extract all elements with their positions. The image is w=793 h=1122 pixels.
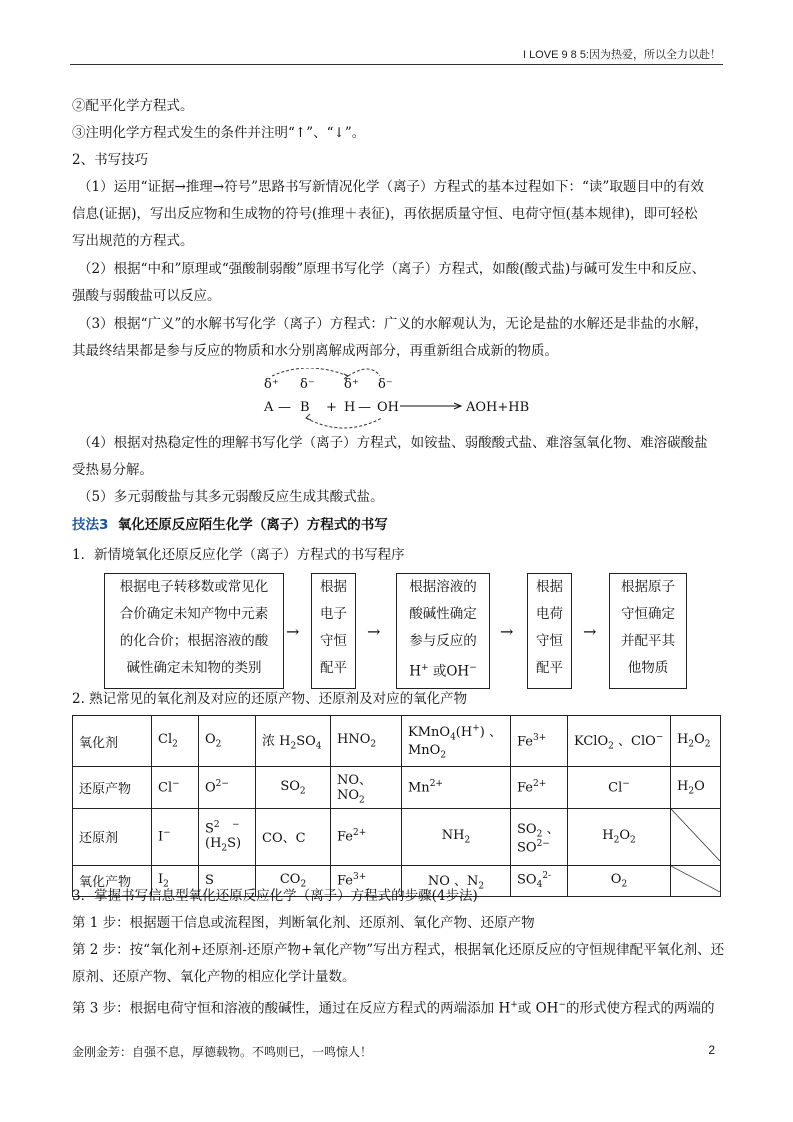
delta-minus-oh: δ⁻ bbox=[378, 377, 393, 392]
text-line: 1．新情境氧化还原反应化学（离子）方程式的书写程序 bbox=[72, 547, 405, 563]
table-row: 氧化产物 $I_2$ S $CO_2$ $Fe^{3+}$ NO 、$N_2$ $SO_4^{2-}$ $O_2$ bbox=[73, 865, 721, 896]
text-line: （3）根据“广义”的水解书写化学（离子）方程式：广义的水解观认为，无论是盐的水解还是非盐的水解， bbox=[78, 316, 708, 332]
text-line: （1）运用“证据→推理→符号”思路书写新情况化学（离子）方程式的基本过程如下：“读”取题目中的有效 bbox=[78, 179, 704, 195]
section-heading: 技法3 氧化还原反应陌生化学（离子）方程式的书写 bbox=[72, 517, 388, 533]
table-row: 还原产物 Cl− $O^{2-}$ $SO_2$ NO、$NO_2$ $Mn^{2+}$ $Fe^{2+}$ Cl− $H_2O$ bbox=[73, 767, 721, 809]
text-line: ③注明化学方程式发生的条件并注明“↑”、“↓”。 bbox=[72, 125, 366, 141]
flow-step-1: 根据电子转移数或常见化 合价确定未知产物中元素 的化合价；根据溶液的酸 碱性确定未知物的类别 bbox=[104, 573, 284, 689]
atom-a: A bbox=[264, 400, 274, 415]
flow-arrow: → bbox=[367, 622, 381, 641]
atom-b: B bbox=[300, 400, 310, 415]
flow-step-3: 根据溶液的 酸碱性确定 参与反应的 H+ 或OH− bbox=[396, 573, 490, 689]
text-line: 第 2 步：按“氧化剂+还原剂-还原产物+氧化产物”写出方程式，根据氧化还原反应的守恒规律配平氧化剂、还 bbox=[72, 942, 725, 958]
text-line: 2、书写技巧 bbox=[72, 152, 149, 168]
text-line: 2. 熟记常见的氧化剂及对应的还原产物、还原剂及对应的氧化产物 bbox=[72, 691, 468, 707]
page-header: I LOVE 9 8 5:因为热爱，所以全力以赴！ bbox=[522, 49, 721, 61]
page-number: 2 bbox=[708, 1043, 715, 1057]
text-line: （2）根据“中和”原理或“强酸制弱酸”原理书写化学（离子）方程式，如酸(酸式盐)与碱可发生中和反应、 bbox=[78, 261, 706, 277]
empty-cell bbox=[671, 865, 721, 896]
table-row: 还原剂 I− $S^2$ − $(H_2S)$ CO、C $Fe^{2+}$ $NH_2$ $SO_2$ 、 $SO^{2-}$ $H_2O_2$ bbox=[73, 808, 721, 865]
group-oh: OH bbox=[377, 400, 399, 415]
text-line: 其最终结果都是参与反应的物质和水分别离解成两部分，再重新组合成新的物质。 bbox=[72, 343, 558, 359]
redox-table bbox=[72, 715, 721, 897]
delta-minus-b: δ⁻ bbox=[300, 377, 315, 392]
page-footer: 金刚金芳：自强不息，厚德载物。不鸣则已，一鸣惊人！ bbox=[72, 1045, 373, 1059]
flow-arrow: → bbox=[500, 622, 514, 641]
text-line: 写出规范的方程式。 bbox=[72, 233, 194, 249]
text-line: 3．掌握书写信息型氧化还原反应化学（离子）方程式的步骤(4步法) bbox=[72, 888, 478, 904]
table-row: 氧化剂 $Cl_2$ $O_2$ 浓 $H_2SO_4$ $HNO_2$ KMnO$_4$(H+) 、 MnO$_2$ $Fe^{3+}$ KClO$_2$ 、ClO− $H_2O_2$ bbox=[73, 716, 721, 767]
header-rule bbox=[70, 64, 723, 65]
text-line: （4）根据对热稳定性的理解书写化学（离子）方程式，如铵盐、弱酸酸式盐、难溶氢氧化物、难溶碳酸盐 bbox=[78, 435, 708, 451]
text-line: 第 3 步：根据电荷守恒和溶液的酸碱性，通过在反应方程式的两端添加 H+或 OH−的形式使方程式的两端的 bbox=[72, 1000, 715, 1017]
empty-cell bbox=[671, 808, 721, 865]
flow-step-5: 根据原子 守恒确定 并配平其 他物质 bbox=[609, 573, 687, 689]
delta-plus-h: δ⁺ bbox=[344, 377, 359, 392]
text-line: 信息(证据)，写出反应物和生成物的符号(推理＋表征)，再依据质量守恒、电荷守恒(基本规律)，即可轻松 bbox=[72, 206, 698, 222]
text-line: （5）多元弱酸盐与其多元弱酸反应生成其酸式盐。 bbox=[78, 489, 384, 505]
flow-arrow: → bbox=[286, 622, 300, 641]
text-line: ②配平化学方程式。 bbox=[72, 98, 194, 114]
atom-h: H bbox=[344, 400, 356, 415]
flow-arrow: → bbox=[583, 622, 597, 641]
svg-text:+: + bbox=[326, 400, 337, 415]
text-line: 强酸与弱酸盐可以反应。 bbox=[72, 288, 221, 304]
svg-text:—: — bbox=[278, 400, 291, 415]
svg-text:—: — bbox=[358, 400, 371, 415]
delta-plus-a: δ⁺ bbox=[264, 377, 279, 392]
text-line: 第 1 步：根据题干信息或流程图，判断氧化剂、还原剂、氧化产物、还原产物 bbox=[72, 915, 535, 931]
text-line: 受热易分解。 bbox=[72, 462, 153, 478]
flow-step-4: 根据 电荷 守恒 配平 bbox=[527, 573, 572, 689]
text-line: 原剂、还原产物、氧化产物的相应化学计量数。 bbox=[72, 969, 356, 985]
product-label: AOH+HB bbox=[466, 400, 530, 415]
hydrolysis-diagram bbox=[258, 368, 538, 432]
flow-step-2: 根据 电子 守恒 配平 bbox=[311, 573, 356, 689]
